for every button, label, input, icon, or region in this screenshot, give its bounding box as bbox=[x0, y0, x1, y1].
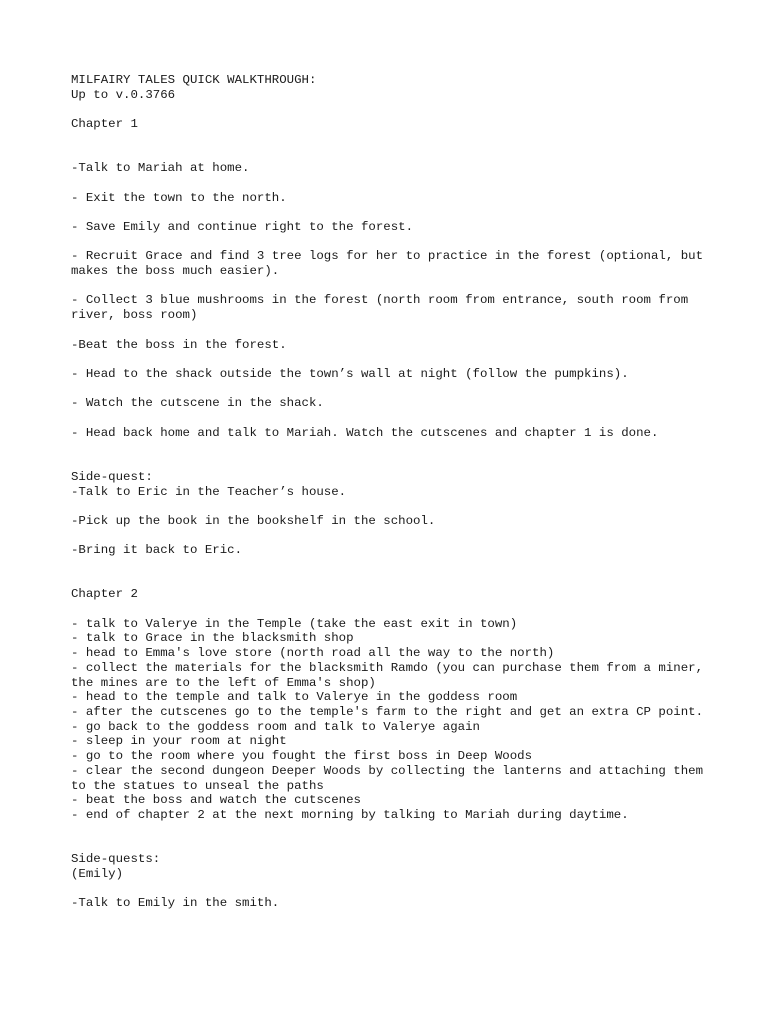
chapter-1-step: - Recruit Grace and find 3 tree logs for her to practice in the forest (optional, but makes the boss much easier). bbox=[71, 249, 711, 279]
chapter-2-step: - head to Emma's love store (north road all the way to the north) bbox=[71, 646, 555, 661]
chapter-2-step: - beat the boss and watch the cutscenes bbox=[71, 793, 361, 808]
chapter-2-sidequests-heading: Side-quests: bbox=[71, 852, 161, 867]
document-version: Up to v.0.3766 bbox=[71, 87, 176, 102]
chapter-1-step: - Head to the shack outside the town’s wall at night (follow the pumpkins). bbox=[71, 366, 629, 381]
sidequest-step: -Talk to Emily in the smith. bbox=[71, 896, 280, 911]
sidequest-step: -Talk to Eric in the Teacher’s house. bbox=[71, 484, 347, 499]
chapter-2-step: - head to the temple and talk to Valerye in the goddess room bbox=[71, 690, 518, 705]
chapter-2-step: - talk to Grace in the blacksmith shop bbox=[71, 631, 354, 646]
chapter-1-step: - Watch the cutscene in the shack. bbox=[71, 396, 324, 411]
sidequest-step: -Pick up the book in the bookshelf in the school. bbox=[71, 513, 436, 528]
chapter-2-step: - after the cutscenes go to the temple's farm to the right and get an extra CP point. bbox=[71, 705, 704, 719]
sidequest-step: -Bring it back to Eric. bbox=[71, 543, 243, 558]
walkthrough-document bbox=[71, 73, 711, 911]
chapter-2-step: - go back to the goddess room and talk to Valerye again bbox=[71, 719, 480, 734]
chapter-2-step: - end of chapter 2 at the next morning by talking to Mariah during daytime. bbox=[71, 807, 629, 822]
chapter-2-step: - clear the second dungeon Deeper Woods by collecting the lanterns and attaching them to the statues to unseal the paths bbox=[71, 763, 711, 793]
chapter-1-step: -Beat the boss in the forest. bbox=[71, 337, 287, 352]
chapter-2-heading: Chapter 2 bbox=[71, 587, 138, 602]
chapter-1-step: - Save Emily and continue right to the forest. bbox=[71, 219, 414, 234]
chapter-1-sidequest-heading: Side-quest: bbox=[71, 469, 153, 484]
chapter-1-step: - Collect 3 blue mushrooms in the forest (north room from entrance, south room from river, boss room) bbox=[71, 293, 696, 323]
chapter-2-sidequests-subheading: (Emily) bbox=[71, 866, 124, 881]
chapter-2-step: - go to the room where you fought the first boss in Deep Woods bbox=[71, 749, 533, 764]
chapter-1-step: - Exit the town to the north. bbox=[71, 190, 287, 205]
chapter-2-step: - talk to Valerye in the Temple (take the east exit in town) bbox=[71, 616, 518, 631]
chapter-1-heading: Chapter 1 bbox=[71, 117, 138, 132]
chapter-2-step: - collect the materials for the blacksmith Ramdo (you can purchase them from a miner, the mines are to the left of Emma's shop) bbox=[71, 660, 711, 690]
chapter-2-steps bbox=[71, 617, 711, 823]
chapter-1-step: - Head back home and talk to Mariah. Watch the cutscenes and chapter 1 is done. bbox=[71, 425, 659, 440]
chapter-1-step: -Talk to Mariah at home. bbox=[71, 161, 250, 176]
document-title: MILFAIRY TALES QUICK WALKTHROUGH: bbox=[71, 73, 317, 87]
chapter-2-step: - sleep in your room at night bbox=[71, 734, 287, 749]
